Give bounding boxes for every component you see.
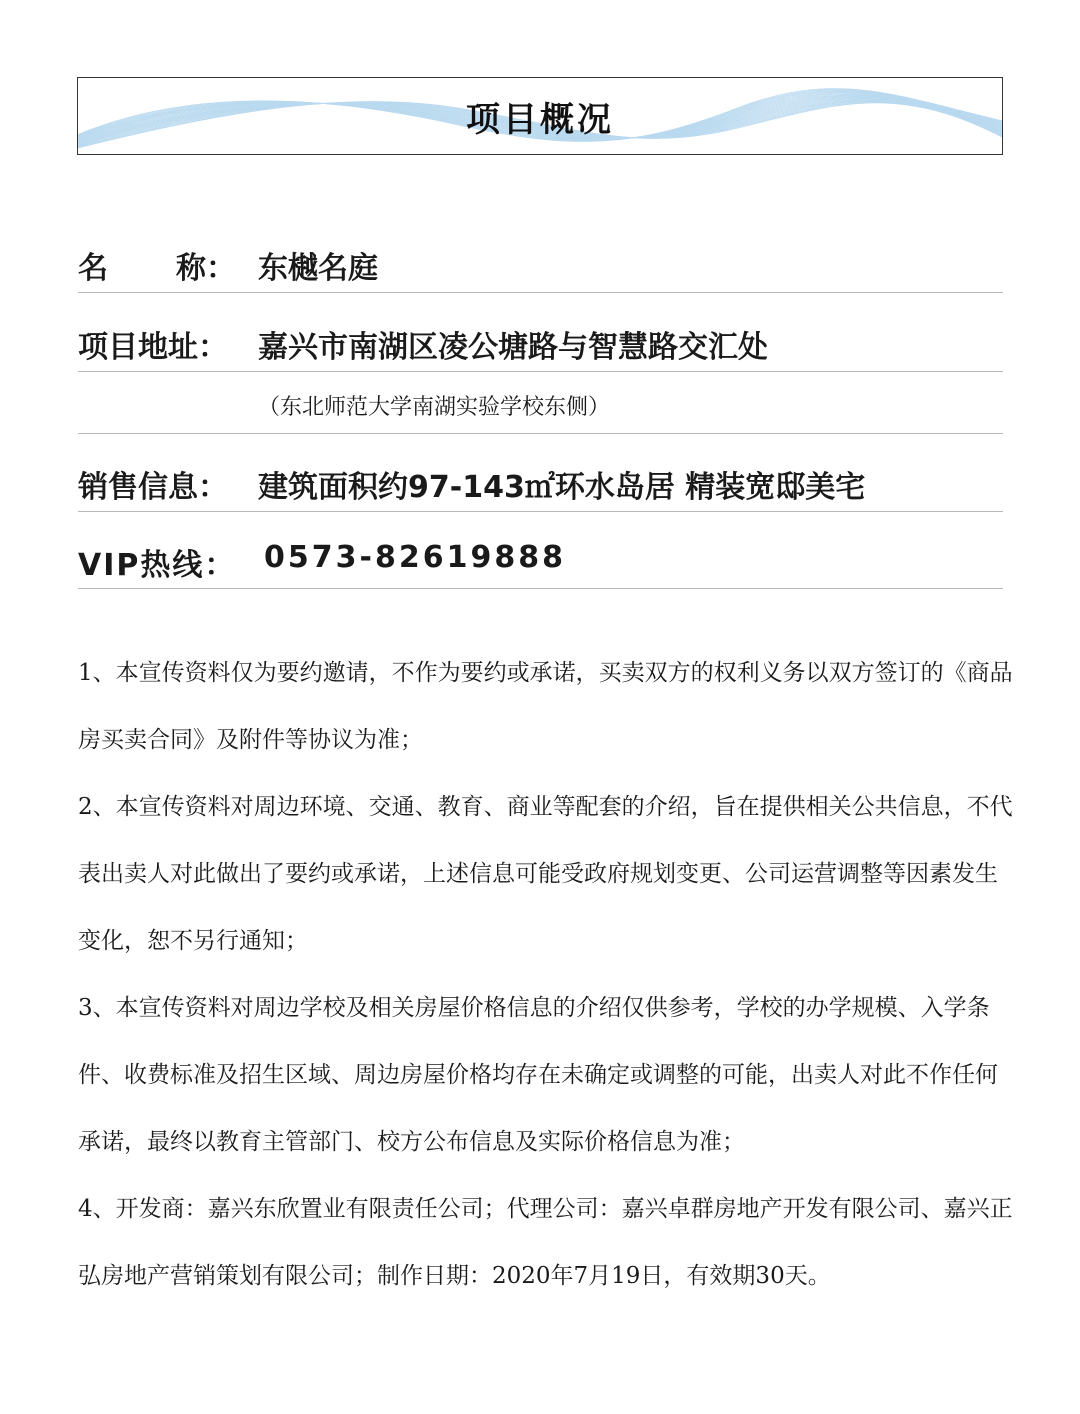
divider xyxy=(78,588,1003,589)
disclaimer-item: 2、本宣传资料对周边环境、交通、教育、商业等配套的介绍，旨在提供相关公共信息，不代表出卖人对此做出了要约或承诺，上述信息可能受政府规划变更、公司运营调整等因素发生变化，恕不另行通知； xyxy=(78,794,1013,954)
disclaimer-item: 3、本宣传资料对周边学校及相关房屋价格信息的介绍仅供参考，学校的办学规模、入学条件、收费标准及招生区域、周边房屋价格均存在未确定或调整的可能，出卖人对此不作任何承诺，最终以教育主管部门、校方公布信息及实际价格信息为准； xyxy=(78,995,998,1155)
project-address-value: 嘉兴市南湖区凌公塘路与智慧路交汇处 xyxy=(258,330,768,365)
disclaimer-item: 4、开发商：嘉兴东欣置业有限责任公司；代理公司：嘉兴卓群房地产开发有限公司、嘉兴正弘房地产营销策划有限公司；制作日期：2020年7月19日，有效期30天。 xyxy=(78,1196,1013,1289)
sales-info-value: 建筑面积约97-143㎡环水岛居 精装宽邸美宅 xyxy=(258,470,866,505)
sales-info-label: 销售信息： xyxy=(78,470,228,505)
divider xyxy=(78,433,1003,434)
project-name-value: 东樾名庭 xyxy=(258,251,378,286)
project-name-label: 名 称： xyxy=(78,251,236,286)
vip-hotline-label: VIP热线： xyxy=(78,548,237,583)
disclaimer-notes xyxy=(78,640,1013,1310)
divider xyxy=(78,511,1003,512)
project-name-row xyxy=(78,243,1003,286)
vip-hotline-row xyxy=(78,540,1003,583)
section-title-banner xyxy=(77,77,1003,155)
divider xyxy=(78,292,1003,293)
project-address-note-row xyxy=(78,390,1003,422)
page-title: 项目概况 xyxy=(466,99,614,140)
disclaimer-item: 1、本宣传资料仅为要约邀请，不作为要约或承诺，买卖双方的权利义务以双方签订的《商品房买卖合同》及附件等协议为准； xyxy=(78,660,1013,753)
sales-info-row xyxy=(78,462,1003,505)
vip-hotline-number: 0573-82619888 xyxy=(264,540,566,575)
project-address-note: （东北师范大学南湖实验学校东侧） xyxy=(258,395,611,420)
divider xyxy=(78,371,1003,372)
project-address-label: 项目地址： xyxy=(78,330,228,365)
project-address-row xyxy=(78,322,1003,365)
